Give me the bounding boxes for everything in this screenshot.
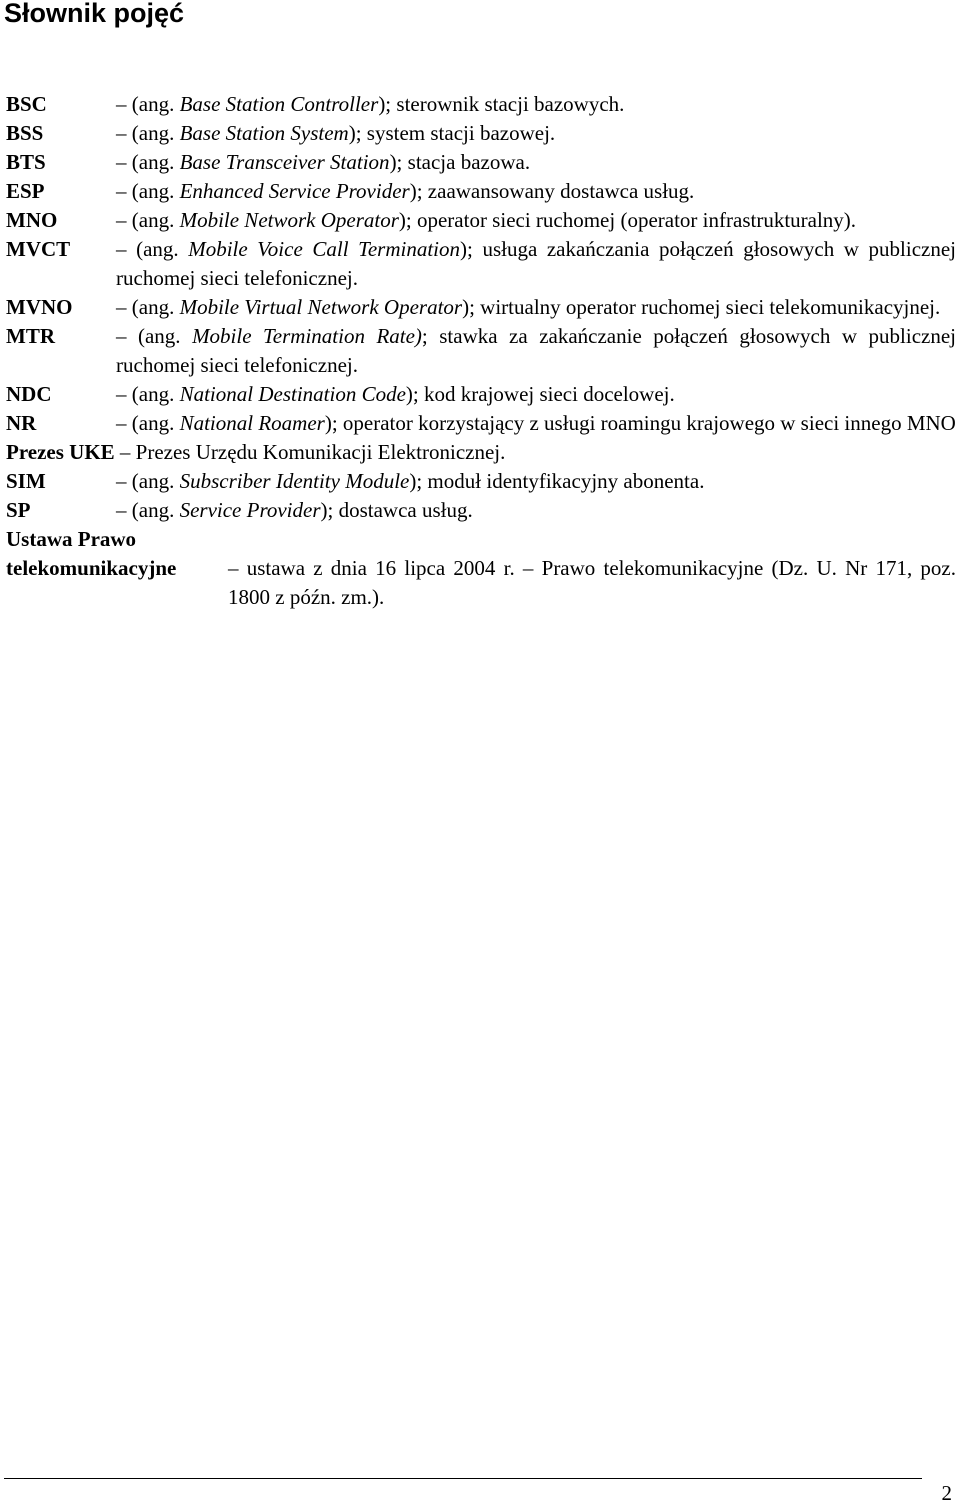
glossary-definition bbox=[116, 380, 956, 409]
glossary-entry bbox=[6, 235, 956, 293]
definition-text: ); stacja bazowa. bbox=[389, 150, 531, 174]
glossary-entry bbox=[6, 409, 956, 438]
glossary-term: ESP bbox=[6, 179, 45, 203]
definition-prefix: – (ang. bbox=[116, 295, 180, 319]
glossary-definition bbox=[116, 322, 956, 380]
glossary-definition bbox=[116, 90, 956, 119]
glossary-term-line-2: telekomunikacyjne bbox=[6, 556, 177, 580]
glossary-term: SIM bbox=[6, 469, 46, 493]
glossary-entry bbox=[6, 90, 956, 119]
definition-text: ); wirtualny operator ruchomej sieci telekomunikacyjnej. bbox=[462, 295, 941, 319]
definition-prefix: – (ang. bbox=[116, 411, 180, 435]
english-term: Mobile Voice Call Termination bbox=[188, 237, 461, 261]
glossary-term: NR bbox=[6, 411, 37, 435]
glossary-term: MTR bbox=[6, 324, 55, 348]
glossary-list bbox=[6, 90, 956, 612]
glossary-definition: – ustawa z dnia 16 lipca 2004 r. – Prawo telekomunikacyjne (Dz. U. Nr 171, poz. 1800 z późn. zm.). bbox=[228, 556, 956, 609]
glossary-term: MNO bbox=[6, 208, 58, 232]
glossary-entry bbox=[6, 119, 956, 148]
definition-text: ); operator sieci ruchomej (operator infrastrukturalny). bbox=[398, 208, 857, 232]
definition-prefix: – (ang. bbox=[116, 237, 189, 261]
definition-text: ); dostawca usług. bbox=[320, 498, 473, 522]
definition-text: ; stawka za zakańczanie połączeń głosowych w publicznej ruchomej sieci telefonicznej. bbox=[116, 324, 956, 377]
definition-text: ); kod krajowej sieci docelowej. bbox=[405, 382, 675, 406]
definition-prefix: – (ang. bbox=[116, 208, 180, 232]
glossary-definition: – Prezes Urzędu Komunikacji Elektronicznej. bbox=[114, 440, 506, 464]
english-term: Service Provider bbox=[179, 498, 321, 522]
glossary-definition bbox=[116, 235, 956, 293]
english-term: Base Transceiver Station bbox=[179, 150, 390, 174]
glossary-term: MVNO bbox=[6, 295, 73, 319]
definition-text: ); zaawansowany dostawca usług. bbox=[409, 179, 695, 203]
glossary-entry bbox=[6, 177, 956, 206]
definition-prefix: – (ang. bbox=[116, 179, 180, 203]
definition-prefix: – (ang. bbox=[116, 498, 180, 522]
glossary-term: NDC bbox=[6, 382, 52, 406]
glossary-entry bbox=[6, 322, 956, 380]
definition-prefix: – (ang. bbox=[116, 382, 180, 406]
definition-prefix: – (ang. bbox=[116, 469, 180, 493]
glossary-entry-ustawa bbox=[6, 525, 956, 612]
glossary-entry bbox=[6, 148, 956, 177]
glossary-definition bbox=[116, 293, 956, 322]
footer-divider bbox=[4, 1478, 922, 1479]
english-term: Base Station Controller bbox=[179, 92, 379, 116]
english-term: Base Station System bbox=[179, 121, 349, 145]
glossary-definition bbox=[116, 409, 956, 438]
glossary-entry bbox=[6, 293, 956, 322]
definition-prefix: – (ang. bbox=[116, 121, 180, 145]
glossary-definition bbox=[116, 467, 956, 496]
english-term: National Roamer bbox=[179, 411, 325, 435]
definition-text: ); usługa zakańczania połączeń głosowych w publicznej ruchomej sieci telefonicznej. bbox=[116, 237, 956, 290]
definition-text: ); moduł identyfikacyjny abonenta. bbox=[409, 469, 705, 493]
glossary-definition bbox=[116, 177, 956, 206]
glossary-definition bbox=[116, 119, 956, 148]
definition-prefix: – (ang. bbox=[116, 150, 180, 174]
glossary-entry bbox=[6, 380, 956, 409]
glossary-term: Prezes UKE bbox=[6, 440, 115, 464]
glossary-definition bbox=[116, 496, 956, 525]
glossary-term: BSC bbox=[6, 92, 47, 116]
page-title: Słownik pojęć bbox=[4, 0, 185, 28]
glossary-term: BSS bbox=[6, 121, 44, 145]
glossary-entry-prezes-uke bbox=[6, 438, 956, 467]
glossary-definition bbox=[116, 148, 956, 177]
glossary-term: MVCT bbox=[6, 237, 71, 261]
definition-prefix: – (ang. bbox=[116, 92, 180, 116]
page-number: 2 bbox=[941, 1481, 952, 1505]
glossary-entry bbox=[6, 206, 956, 235]
english-term: Subscriber Identity Module bbox=[179, 469, 410, 493]
glossary-entry bbox=[6, 496, 956, 525]
definition-text: ); system stacji bazowej. bbox=[348, 121, 556, 145]
english-term: Enhanced Service Provider bbox=[179, 179, 410, 203]
glossary-definition bbox=[116, 206, 956, 235]
definition-text: ); sterownik stacji bazowych. bbox=[378, 92, 625, 116]
english-term: Mobile Virtual Network Operator bbox=[179, 295, 463, 319]
english-term: National Destination Code bbox=[179, 382, 406, 406]
glossary-term: BTS bbox=[6, 150, 46, 174]
glossary-entry bbox=[6, 467, 956, 496]
glossary-term: SP bbox=[6, 498, 31, 522]
english-term: Mobile Network Operator bbox=[179, 208, 399, 232]
english-term: Mobile Termination Rate) bbox=[192, 324, 422, 348]
definition-prefix: – (ang. bbox=[116, 324, 193, 348]
definition-text: ); operator korzystający z usługi roamingu krajowego w sieci innego MNO bbox=[324, 411, 956, 435]
glossary-term-line-1: Ustawa Prawo bbox=[6, 527, 137, 551]
